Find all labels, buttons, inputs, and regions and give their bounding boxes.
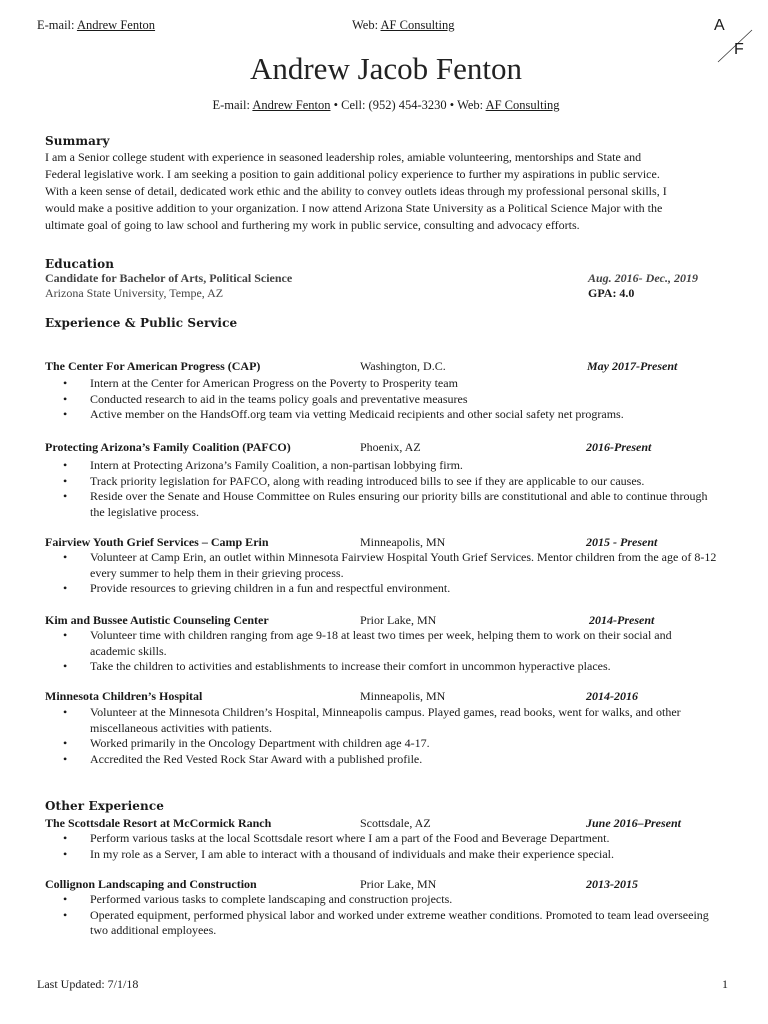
list-item: • Conducted research to aid in the teams policy goals and preventative measures (63, 392, 718, 408)
list-item: • Volunteer time with children ranging from age 9-18 at least two times per week, helping them to work on their social and academic skills. (63, 628, 718, 659)
list-item: • Reside over the Senate and House Committee on Rules ensuring our priority bills are constitutional and able to continue through the legislative process. (63, 489, 718, 520)
applicant-name: Andrew Jacob Fenton (249, 51, 523, 86)
job-location: Minneapolis, MN (360, 535, 446, 549)
list-item: • Active member on the HandsOff.org team via vetting Medicaid recipients and other social safety net programs. (63, 407, 718, 423)
contact-email-link[interactable]: Andrew Fenton (252, 98, 331, 112)
job-date: 2015 - Present (586, 535, 658, 549)
job-bullets (63, 705, 718, 767)
experience-heading: Experience & Public Service (45, 316, 238, 330)
list-item: • Perform various tasks at the local Scottsdale resort where I am a part of the Food and Beverage Department. (63, 831, 718, 847)
job-date: May 2017-Present (587, 359, 678, 373)
job-org: The Scottsdale Resort at McCormick Ranch (45, 816, 272, 830)
education-gpa: GPA: 4.0 (588, 286, 635, 300)
education-heading: Education (45, 257, 115, 271)
job-org: Collignon Landscaping and Construction (45, 877, 257, 891)
education-degree: Candidate for Bachelor of Arts, Political Science (45, 271, 293, 285)
list-item: • Accredited the Red Vested Rock Star Award with a published profile. (63, 752, 718, 768)
list-item: • Intern at the Center for American Progress on the Poverty to Prosperity team (63, 376, 718, 392)
af-logo: A F (700, 14, 756, 70)
job-date: 2014-Present (589, 613, 655, 627)
contact-web-link[interactable]: AF Consulting (485, 98, 560, 112)
job-bullets (63, 376, 718, 423)
list-item: • Worked primarily in the Oncology Department with children age 4-17. (63, 736, 718, 752)
job-date: 2016-Present (586, 440, 652, 454)
list-item: • Provide resources to grieving children in a fun and respectful environment. (63, 581, 718, 597)
list-item: • Take the children to activities and establishments to increase their comfort in uncommon hyperactive places. (63, 659, 718, 675)
job-date: June 2016–Present (586, 816, 682, 830)
job-org: Protecting Arizona’s Family Coalition (PAFCO) (45, 440, 291, 454)
job-org: The Center For American Progress (CAP) (45, 359, 261, 373)
list-item: • Operated equipment, performed physical labor and worked under extreme weather conditions. Promoted to team lead overseeing two additional employees. (63, 908, 718, 939)
job-location: Scottsdale, AZ (360, 816, 431, 830)
contact-line: E-mail: Andrew Fenton • Cell: (952) 454-3230 • Web: AF Consulting (212, 98, 560, 112)
job-org: Kim and Bussee Autistic Counseling Center (45, 613, 269, 627)
education-dates: Aug. 2016- Dec., 2019 (588, 271, 698, 285)
job-bullets (63, 628, 718, 675)
summary-text: I am a Senior college student with experience in seasoned leadership roles, amiable volunteering, mentorships and State and Federal legislative work. I am seeking a position to gain additional policy experience to further my aspirations in public service. With a keen sense of detail, dedicated work ethic and the ability to convey outlets ideas through my professional personal skills, I would make a positive addition to your organization. I now attend Arizona State University as a Political Science Major with the ultimate goal of going to law school and furthering my work in public service, consulting and advocacy efforts. (45, 150, 667, 232)
list-item: • Performed various tasks to complete landscaping and construction projects. (63, 892, 718, 908)
job-location: Phoenix, AZ (360, 440, 421, 454)
list-item: • Volunteer at the Minnesota Children’s Hospital, Minneapolis campus. Played games, read books, went for walks, and other miscellaneous activities with patients. (63, 705, 718, 736)
job-org: Minnesota Children’s Hospital (45, 689, 203, 703)
job-bullets (63, 550, 718, 597)
job-date: 2013-2015 (586, 877, 638, 891)
education-school: Arizona State University, Tempe, AZ (45, 286, 224, 300)
list-item: • Track priority legislation for PAFCO, along with reading introduced bills to see if they are applicable to our causes. (63, 474, 718, 490)
header-web: Web: AF Consulting (352, 18, 455, 32)
other-experience-heading: Other Experience (45, 799, 164, 813)
header-email: E-mail: Andrew Fenton (37, 18, 156, 32)
page-number: 1 (722, 977, 728, 991)
job-location: Washington, D.C. (360, 359, 446, 373)
job-org: Fairview Youth Grief Services – Camp Erin (45, 535, 269, 549)
job-location: Prior Lake, MN (360, 877, 437, 891)
header-email-link[interactable]: Andrew Fenton (76, 18, 156, 32)
job-date: 2014-2016 (586, 689, 638, 703)
job-bullets (63, 458, 718, 520)
last-updated: Last Updated: 7/1/18 (37, 977, 139, 991)
header-web-link[interactable]: AF Consulting (380, 18, 455, 32)
list-item: • Intern at Protecting Arizona’s Family Coalition, a non-partisan lobbying firm. (63, 458, 718, 474)
job-bullets (63, 831, 718, 862)
summary-heading: Summary (45, 134, 110, 148)
list-item: • Volunteer at Camp Erin, an outlet within Minnesota Fairview Hospital Youth Grief Services. Mentor children from the age of 8-12 every summer to help them in their grieving process. (63, 550, 718, 581)
list-item: • In my role as a Server, I am able to interact with a thousand of individuals and make their experience special. (63, 847, 718, 863)
job-location: Minneapolis, MN (360, 689, 446, 703)
job-bullets (63, 892, 718, 939)
job-location: Prior Lake, MN (360, 613, 437, 627)
